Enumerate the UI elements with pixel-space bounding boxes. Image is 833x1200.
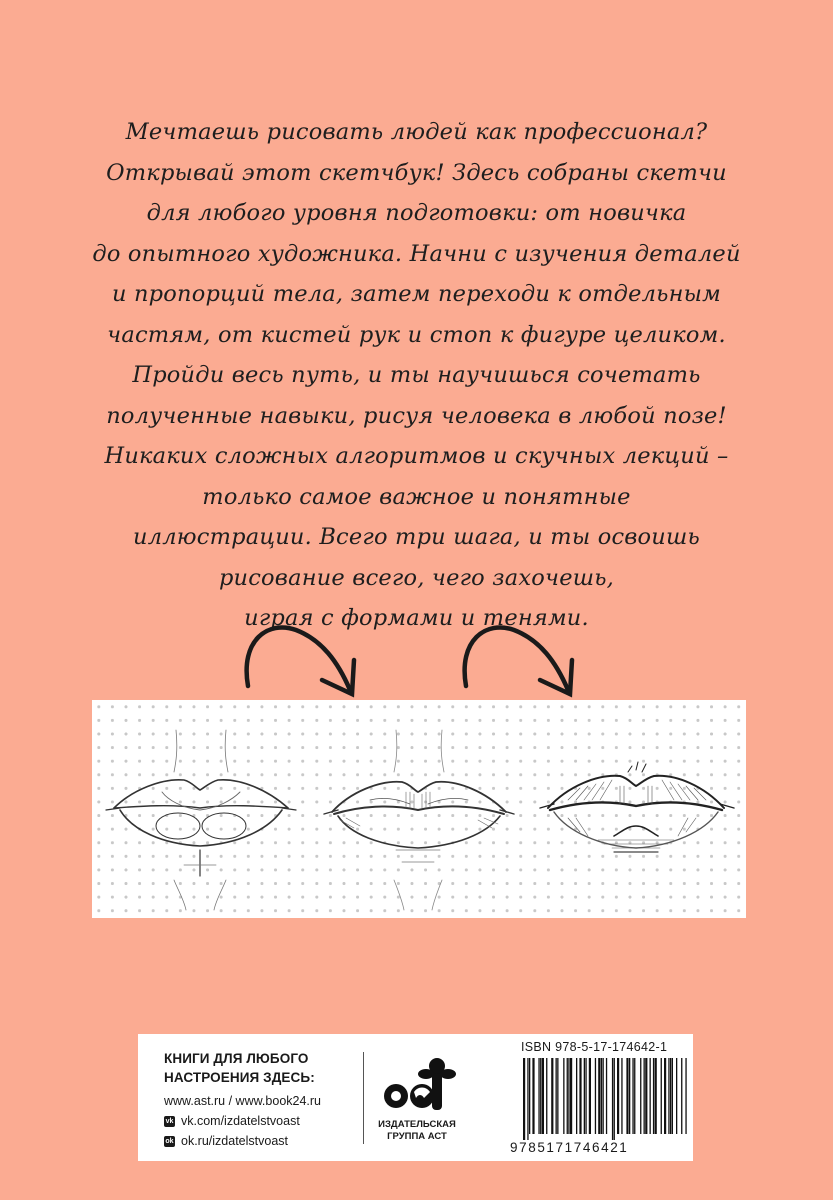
barcode-bar [568, 1058, 569, 1134]
barcode-bar [632, 1058, 633, 1134]
barcode-bar [540, 1058, 541, 1134]
barcode-bar [542, 1058, 544, 1134]
logo-caption-line1: ИЗДАТЕЛЬСКАЯ [378, 1119, 456, 1130]
barcode-bar [551, 1058, 553, 1134]
barcode-bar [603, 1058, 604, 1134]
barcode-bar [640, 1058, 641, 1134]
barcode-bar [546, 1058, 547, 1134]
barcode-bar [579, 1058, 581, 1134]
barcode-bar [670, 1058, 671, 1134]
blurb-line: иллюстрации. Всего три шага, и ты освоишь [133, 524, 700, 550]
barcode-bar [655, 1058, 657, 1134]
cover-blurb [60, 112, 773, 639]
ast-logo-caption [374, 1119, 460, 1143]
barcode-bar [650, 1058, 651, 1134]
barcode-bar [598, 1058, 600, 1134]
barcode-bar [570, 1058, 572, 1134]
barcode-bar [538, 1058, 539, 1134]
publisher-heading-line1: КНИГИ ДЛЯ ЛЮБОГО [164, 1051, 309, 1066]
vk-link-text: vk.com/izdatelstvoast [181, 1114, 300, 1128]
barcode-bar [672, 1058, 673, 1134]
publisher-heading [164, 1049, 364, 1087]
websites-link[interactable]: www.ast.ru / www.book24.ru [164, 1094, 322, 1108]
barcode-bar [661, 1058, 662, 1134]
blurb-line: до опытного художника. Начни с изучения деталей [92, 240, 741, 267]
blurb-line: играя с формами и тенями. [244, 605, 589, 631]
ast-logo [374, 1052, 460, 1147]
blurb-line: Мечтаешь рисовать людей как профессионал? [125, 119, 708, 145]
curved-arrow-icon [465, 627, 572, 694]
lips-sketch-step-1 [92, 700, 310, 918]
barcode-bar [523, 1058, 525, 1140]
blurb-line: Никаких сложных алгоритмов и скучных лекций – [104, 443, 729, 469]
ok-link-text: ok.ru/izdatelstvoast [181, 1134, 288, 1148]
logo-caption-line2: ГРУППА АСТ [387, 1131, 447, 1142]
barcode-bar [567, 1058, 568, 1134]
publisher-heading-line2: НАСТРОЕНИЯ ЗДЕСЬ: [164, 1070, 315, 1085]
barcode-bar [668, 1058, 669, 1134]
blurb-line: полученные навыки, рисуя человека в любой позе! [106, 402, 727, 429]
arrows-group [0, 600, 833, 700]
vk-link[interactable] [164, 1111, 364, 1131]
ok-icon: ok [165, 1137, 174, 1145]
barcode-bar [621, 1058, 622, 1134]
barcode-bar [584, 1058, 585, 1134]
barcode-bar [626, 1058, 628, 1134]
barcode-bar [617, 1058, 619, 1134]
barcode-bar [557, 1058, 558, 1134]
barcode-bar [585, 1058, 586, 1134]
isbn-text: ISBN 978-5-17-174642-1 [521, 1040, 668, 1054]
blurb-line: только самое важное и понятные [202, 483, 631, 510]
lips-sketch-step-3 [528, 700, 746, 918]
barcode-bar [527, 1058, 528, 1140]
barcode-bar [681, 1058, 682, 1134]
barcode-bar [676, 1058, 677, 1134]
barcode-bar [629, 1058, 630, 1134]
footer-divider [363, 1052, 364, 1144]
barcode [521, 1058, 687, 1140]
ast-logo-mark [374, 1052, 460, 1116]
barcode-bar [634, 1058, 635, 1134]
publisher-footer [138, 1034, 693, 1161]
barcode-bar [614, 1058, 615, 1140]
barcode-bar [685, 1058, 686, 1134]
barcode-bar [556, 1058, 557, 1134]
barcode-bar [529, 1058, 530, 1134]
barcode-bar [645, 1058, 647, 1134]
blurb-line: для любого уровня подготовки: от новичка [146, 200, 687, 226]
blurb-line: Открывай этот скетчбук! Здесь собраны скетчи [106, 159, 727, 186]
vk-icon: vk [165, 1117, 174, 1125]
barcode-bar [589, 1058, 591, 1134]
barcode-bar [612, 1058, 613, 1140]
barcode-bar [576, 1058, 577, 1134]
curved-arrow-icon [247, 627, 354, 694]
lips-sketch-step-2 [310, 700, 528, 918]
blurb-line: частям, от кистей рук и стоп к фигуре целиком. [107, 321, 726, 348]
blurb-line: рисование всего, чего захочешь, [218, 564, 615, 591]
publisher-info [164, 1049, 364, 1151]
barcode-bar [563, 1058, 564, 1134]
barcode-bar [606, 1058, 607, 1134]
barcode-bar [595, 1058, 596, 1134]
blurb-line: и пропорций тела, затем переходи к отдельным [111, 281, 722, 307]
barcode-bar [532, 1058, 534, 1134]
barcode-bar [653, 1058, 654, 1134]
ok-link[interactable] [164, 1131, 364, 1151]
blurb-line: Пройди весь путь, и ты научишься сочетать [132, 362, 701, 388]
barcode-number: 9785171746421 [510, 1140, 629, 1155]
barcode-bar [601, 1058, 602, 1134]
barcode-bar [664, 1058, 666, 1134]
barcode-bar [644, 1058, 645, 1134]
